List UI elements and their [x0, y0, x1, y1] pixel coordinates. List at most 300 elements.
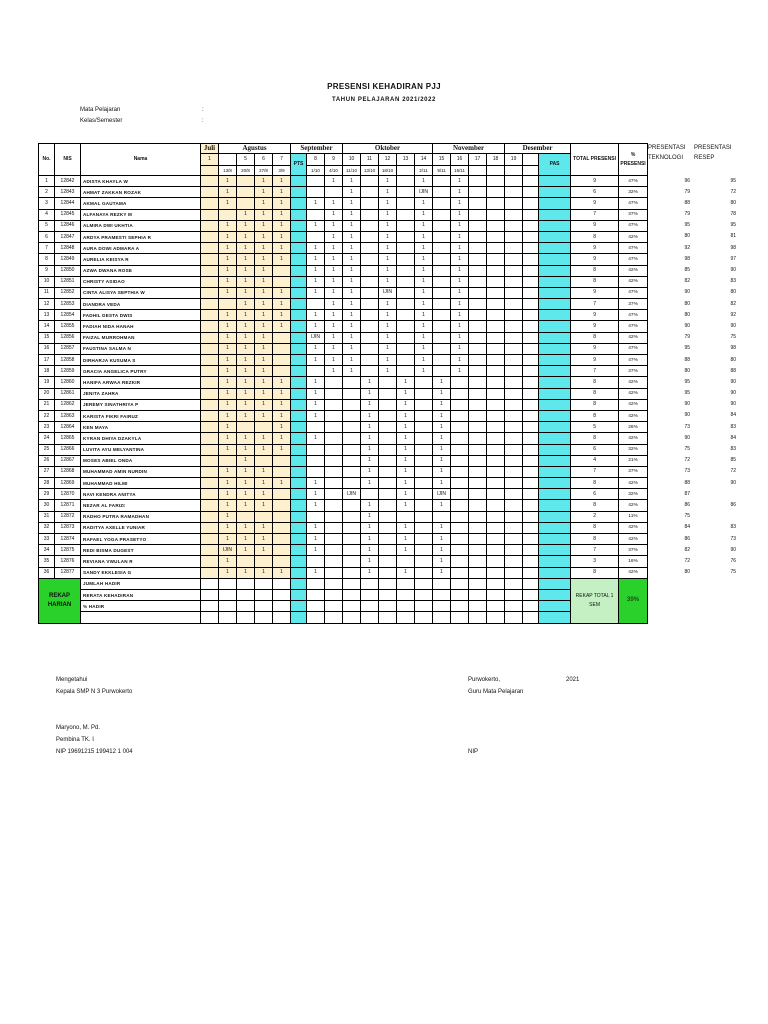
percent-presence: 42%: [619, 388, 648, 399]
attendance-mark: [487, 556, 505, 567]
attendance-mark: 1: [451, 299, 469, 310]
percent-presence: 32%: [619, 444, 648, 455]
student-name: GRACIA ANGELICA PUTRY: [81, 366, 201, 377]
recipe-score: 90: [730, 322, 736, 329]
attendance-mark: [201, 433, 219, 444]
student-row: [39, 321, 648, 332]
attendance-mark: 1: [343, 366, 361, 377]
pas-cell: [539, 310, 571, 321]
pts-cell: [291, 478, 307, 489]
attendance-mark: 1: [451, 332, 469, 343]
attendance-mark: [273, 489, 291, 500]
attendance-mark: 1: [219, 511, 237, 522]
attendance-mark: [219, 299, 237, 310]
student-row: [39, 254, 648, 265]
recap-cell: [343, 612, 361, 623]
attendance-mark: [505, 231, 523, 242]
attendance-mark: 1: [255, 433, 273, 444]
attendance-mark: [397, 355, 415, 366]
attendance-mark: 1: [433, 567, 451, 578]
attendance-mark: [469, 410, 487, 421]
attendance-mark: [201, 410, 219, 421]
attendance-mark: 1: [325, 265, 343, 276]
attendance-mark: [433, 243, 451, 254]
academic-year: TAHUN PELAJARAN 2021/2022: [332, 97, 436, 103]
attendance-mark: [361, 332, 379, 343]
total-presence: 9: [571, 176, 619, 187]
recap-cell: [291, 578, 307, 589]
attendance-mark: [451, 410, 469, 421]
attendance-mark: [379, 377, 397, 388]
attendance-mark: [273, 500, 291, 511]
attendance-mark: [451, 489, 469, 500]
attendance-mark: 1: [343, 321, 361, 332]
attendance-mark: IJIN: [433, 489, 451, 500]
attendance-mark: 1: [451, 187, 469, 198]
attendance-mark: [451, 377, 469, 388]
attendance-mark: 1: [237, 287, 255, 298]
attendance-mark: 1: [325, 299, 343, 310]
pts-cell: [291, 276, 307, 287]
row-number: 8: [39, 254, 55, 265]
recap-cell: [273, 601, 291, 612]
attendance-mark: [307, 187, 325, 198]
attendance-mark: 1: [451, 198, 469, 209]
tech-score: 79: [684, 188, 690, 195]
attendance-mark: [523, 500, 539, 511]
attendance-mark: 1: [433, 522, 451, 533]
student-name: CINTA ALISYA SEPTHIA W: [81, 287, 201, 298]
attendance-mark: [469, 366, 487, 377]
pas-cell: [539, 478, 571, 489]
pas-cell: [539, 265, 571, 276]
attendance-mark: [379, 433, 397, 444]
attendance-mark: 1: [397, 377, 415, 388]
pts-cell: [291, 198, 307, 209]
month-header: Agustus: [219, 144, 291, 154]
pts-cell: [291, 545, 307, 556]
student-nis: 12872: [55, 511, 81, 522]
recap-cell: [469, 578, 487, 589]
attendance-mark: [487, 265, 505, 276]
percent-presence: 42%: [619, 399, 648, 410]
recap-cell: [325, 578, 343, 589]
attendance-mark: [201, 478, 219, 489]
recap-row-label: [81, 612, 201, 623]
attendance-mark: [397, 187, 415, 198]
attendance-mark: [379, 534, 397, 545]
percent-presence: 47%: [619, 343, 648, 354]
pts-cell: [291, 567, 307, 578]
recap-cell: [397, 612, 415, 623]
student-nis: 12865: [55, 433, 81, 444]
percent-presence: 47%: [619, 355, 648, 366]
tech-score: 96: [684, 177, 690, 184]
attendance-mark: [433, 310, 451, 321]
attendance-mark: 1: [361, 511, 379, 522]
tech-score: 87: [684, 490, 690, 497]
attendance-mark: [397, 265, 415, 276]
student-row: [39, 399, 648, 410]
attendance-mark: [361, 355, 379, 366]
attendance-mark: 1: [343, 176, 361, 187]
attendance-mark: 1: [379, 321, 397, 332]
student-nis: 12842: [55, 176, 81, 187]
attendance-mark: 1: [379, 343, 397, 354]
attendance-mark: 1: [343, 198, 361, 209]
attendance-mark: [505, 355, 523, 366]
attendance-mark: 1: [255, 332, 273, 343]
attendance-mark: [307, 556, 325, 567]
student-nis: 12848: [55, 243, 81, 254]
month-header: September: [291, 144, 343, 154]
student-row: [39, 299, 648, 310]
recipe-score: 90: [730, 546, 736, 553]
total-presence: 6: [571, 489, 619, 500]
attendance-mark: 1: [273, 209, 291, 220]
attendance-mark: [523, 276, 539, 287]
tech-score: 79: [684, 334, 690, 341]
attendance-mark: 1: [307, 310, 325, 321]
attendance-mark: [415, 511, 433, 522]
attendance-mark: 1: [361, 444, 379, 455]
recap-cell: [505, 578, 523, 589]
attendance-mark: 1: [307, 567, 325, 578]
total-presence: 2: [571, 511, 619, 522]
pts-cell: [291, 500, 307, 511]
student-row: [39, 231, 648, 242]
student-row: [39, 265, 648, 276]
attendance-mark: [433, 287, 451, 298]
month-header: Desember: [505, 144, 571, 154]
attendance-mark: 1: [379, 220, 397, 231]
student-nis: 12857: [55, 343, 81, 354]
attendance-mark: 1: [219, 231, 237, 242]
col-name-header: Nama: [81, 144, 201, 176]
attendance-mark: [433, 254, 451, 265]
student-nis: 12855: [55, 321, 81, 332]
row-number: 3: [39, 198, 55, 209]
tech-score: 80: [684, 233, 690, 240]
attendance-mark: 1: [343, 265, 361, 276]
recap-cell: [505, 612, 523, 623]
attendance-mark: 1: [397, 388, 415, 399]
attendance-mark: 1: [219, 388, 237, 399]
student-name: ALFANAYA REZKY M: [81, 209, 201, 220]
attendance-mark: 1: [219, 198, 237, 209]
attendance-mark: 1: [379, 243, 397, 254]
recap-cell: [219, 612, 237, 623]
tech-score: 82: [684, 278, 690, 285]
date-cell: [523, 166, 539, 176]
attendance-mark: 1: [255, 410, 273, 421]
pts-cell: [291, 522, 307, 533]
attendance-mark: [361, 187, 379, 198]
attendance-mark: [201, 422, 219, 433]
student-name: NEZAR AL FARIZI: [81, 500, 201, 511]
attendance-mark: 1: [433, 433, 451, 444]
attendance-mark: 1: [433, 545, 451, 556]
student-name: DIRHARJA KUSUMA S: [81, 355, 201, 366]
attendance-mark: [487, 377, 505, 388]
attendance-mark: [343, 534, 361, 545]
attendance-mark: 1: [325, 276, 343, 287]
percent-presence: 47%: [619, 176, 648, 187]
attendance-mark: [505, 187, 523, 198]
attendance-mark: 1: [433, 410, 451, 421]
student-row: [39, 410, 648, 421]
tech-score: 98: [684, 255, 690, 262]
pts-cell: [291, 287, 307, 298]
attendance-mark: 1: [255, 478, 273, 489]
attendance-mark: [523, 243, 539, 254]
recap-cell: [291, 601, 307, 612]
pts-cell: [291, 209, 307, 220]
attendance-mark: [379, 567, 397, 578]
student-row: [39, 489, 648, 500]
student-row: [39, 567, 648, 578]
recap-cell: [433, 601, 451, 612]
attendance-mark: 1: [397, 567, 415, 578]
attendance-mark: 1: [255, 500, 273, 511]
attendance-mark: [487, 198, 505, 209]
attendance-mark: 1: [255, 534, 273, 545]
total-presence: 3: [571, 556, 619, 567]
attendance-mark: [237, 176, 255, 187]
pts-cell: [291, 321, 307, 332]
student-row: [39, 534, 648, 545]
attendance-mark: [307, 422, 325, 433]
attendance-mark: [505, 511, 523, 522]
attendance-mark: [469, 355, 487, 366]
attendance-mark: 1: [237, 355, 255, 366]
attendance-mark: [505, 220, 523, 231]
student-nis: 12871: [55, 500, 81, 511]
attendance-mark: 1: [219, 366, 237, 377]
attendance-mark: 1: [273, 567, 291, 578]
attendance-mark: [487, 522, 505, 533]
attendance-mark: [523, 176, 539, 187]
recap-cell: [487, 589, 505, 600]
attendance-mark: [397, 209, 415, 220]
attendance-mark: [451, 422, 469, 433]
recipe-score: 92: [730, 311, 736, 318]
attendance-mark: [273, 343, 291, 354]
attendance-mark: [201, 220, 219, 231]
attendance-mark: [487, 299, 505, 310]
total-presence: 8: [571, 388, 619, 399]
attendance-mark: [523, 466, 539, 477]
attendance-mark: 1: [343, 299, 361, 310]
student-nis: 12866: [55, 444, 81, 455]
date-cell: [487, 166, 505, 176]
total-presence: 9: [571, 220, 619, 231]
pas-cell: [539, 321, 571, 332]
pas-cell: [539, 410, 571, 421]
recap-cell: [523, 601, 539, 612]
student-row: [39, 545, 648, 556]
recap-cell: [433, 578, 451, 589]
attendance-mark: [397, 220, 415, 231]
row-number: 10: [39, 276, 55, 287]
attendance-mark: [325, 422, 343, 433]
total-presence: 7: [571, 545, 619, 556]
attendance-mark: 1: [325, 287, 343, 298]
attendance-mark: [433, 511, 451, 522]
attendance-mark: 1: [237, 243, 255, 254]
total-presence: 7: [571, 299, 619, 310]
tech-score: 90: [684, 289, 690, 296]
pas-cell: [539, 176, 571, 187]
attendance-mark: [255, 511, 273, 522]
total-presence: 9: [571, 321, 619, 332]
student-name: RAFAEL YOGA PRASETYO: [81, 534, 201, 545]
class-semester-label: Kelas/Semester: [80, 118, 123, 124]
pas-cell: [539, 399, 571, 410]
attendance-mark: [325, 556, 343, 567]
attendance-mark: [325, 534, 343, 545]
student-row: [39, 388, 648, 399]
percent-presence: 47%: [619, 243, 648, 254]
attendance-mark: [201, 388, 219, 399]
pas-cell: [539, 567, 571, 578]
subject-colon: :: [202, 107, 204, 113]
student-nis: 12852: [55, 287, 81, 298]
attendance-mark: [361, 287, 379, 298]
student-nis: 12869: [55, 478, 81, 489]
attendance-mark: 1: [325, 332, 343, 343]
recap-cell: [325, 589, 343, 600]
attendance-mark: [397, 176, 415, 187]
total-presence: 4: [571, 455, 619, 466]
attendance-mark: [487, 534, 505, 545]
attendance-mark: [379, 422, 397, 433]
week-number: 17: [469, 154, 487, 166]
attendance-mark: 1: [415, 299, 433, 310]
pts-cell: [291, 466, 307, 477]
row-number: 32: [39, 522, 55, 533]
attendance-mark: 1: [325, 310, 343, 321]
pas-cell: [539, 287, 571, 298]
attendance-mark: 1: [237, 343, 255, 354]
attendance-mark: IJIN: [307, 332, 325, 343]
attendance-mark: [201, 276, 219, 287]
attendance-mark: [523, 567, 539, 578]
student-nis: 12876: [55, 556, 81, 567]
attendance-mark: [201, 209, 219, 220]
attendance-mark: 1: [219, 567, 237, 578]
attendance-mark: [325, 511, 343, 522]
attendance-mark: [505, 466, 523, 477]
total-presence: 9: [571, 254, 619, 265]
recipe-score: 98: [730, 345, 736, 352]
attendance-mark: [307, 444, 325, 455]
attendance-mark: [469, 422, 487, 433]
attendance-mark: [397, 310, 415, 321]
percent-presence: 47%: [619, 310, 648, 321]
attendance-mark: [433, 355, 451, 366]
student-name: LUVITA AYU MELYANTINA: [81, 444, 201, 455]
recap-cell: [415, 578, 433, 589]
total-presence: 9: [571, 198, 619, 209]
attendance-mark: 1: [255, 220, 273, 231]
attendance-mark: 1: [307, 321, 325, 332]
attendance-mark: [505, 276, 523, 287]
attendance-mark: 1: [397, 489, 415, 500]
attendance-mark: [505, 366, 523, 377]
attendance-mark: 1: [273, 399, 291, 410]
attendance-mark: 1: [307, 243, 325, 254]
tech-score: 90: [684, 412, 690, 419]
recap-cell: [415, 612, 433, 623]
attendance-mark: [523, 254, 539, 265]
attendance-mark: 1: [325, 209, 343, 220]
pts-cell: [291, 377, 307, 388]
student-row: [39, 198, 648, 209]
attendance-mark: 1: [237, 209, 255, 220]
pas-cell: [539, 355, 571, 366]
attendance-mark: [307, 231, 325, 242]
recipe-score: 83: [730, 278, 736, 285]
tech-score: 88: [684, 356, 690, 363]
attendance-mark: [325, 522, 343, 533]
pas-cell: [539, 254, 571, 265]
attendance-mark: [469, 556, 487, 567]
tech-score: 73: [684, 423, 690, 430]
attendance-mark: 1: [237, 220, 255, 231]
attendance-mark: [415, 545, 433, 556]
attendance-mark: 1: [255, 377, 273, 388]
date-cell: [505, 166, 523, 176]
attendance-mark: [469, 534, 487, 545]
attendance-mark: [487, 243, 505, 254]
date-cell: 9/11: [433, 166, 451, 176]
attendance-mark: [379, 455, 397, 466]
attendance-mark: [505, 176, 523, 187]
attendance-mark: [415, 489, 433, 500]
percent-presence: 47%: [619, 198, 648, 209]
attendance-mark: [201, 299, 219, 310]
recap-cell: [273, 612, 291, 623]
attendance-mark: [487, 355, 505, 366]
percent-presence: 37%: [619, 545, 648, 556]
attendance-mark: 1: [451, 243, 469, 254]
attendance-mark: [201, 489, 219, 500]
attendance-mark: 1: [379, 176, 397, 187]
attendance-mark: [523, 343, 539, 354]
recap-cell: [219, 578, 237, 589]
attendance-mark: 1: [219, 176, 237, 187]
attendance-mark: [379, 410, 397, 421]
percent-presence: 32%: [619, 187, 648, 198]
recap-cell: [415, 589, 433, 600]
attendance-mark: [469, 254, 487, 265]
attendance-mark: [487, 422, 505, 433]
student-name: ARDYA PRAMESTI SEPHIA R: [81, 231, 201, 242]
attendance-mark: 1: [379, 355, 397, 366]
attendance-mark: 1: [415, 265, 433, 276]
date-cell: 18/10: [379, 166, 397, 176]
attendance-mark: 1: [219, 243, 237, 254]
recipe-score: 72: [730, 468, 736, 475]
attendance-mark: [487, 321, 505, 332]
recipe-score: 85: [730, 457, 736, 464]
tech-score: 88: [684, 479, 690, 486]
month-header: Oktober: [343, 144, 433, 154]
attendance-mark: [415, 500, 433, 511]
pts-cell: [291, 254, 307, 265]
recipe-score: 72: [730, 188, 736, 195]
